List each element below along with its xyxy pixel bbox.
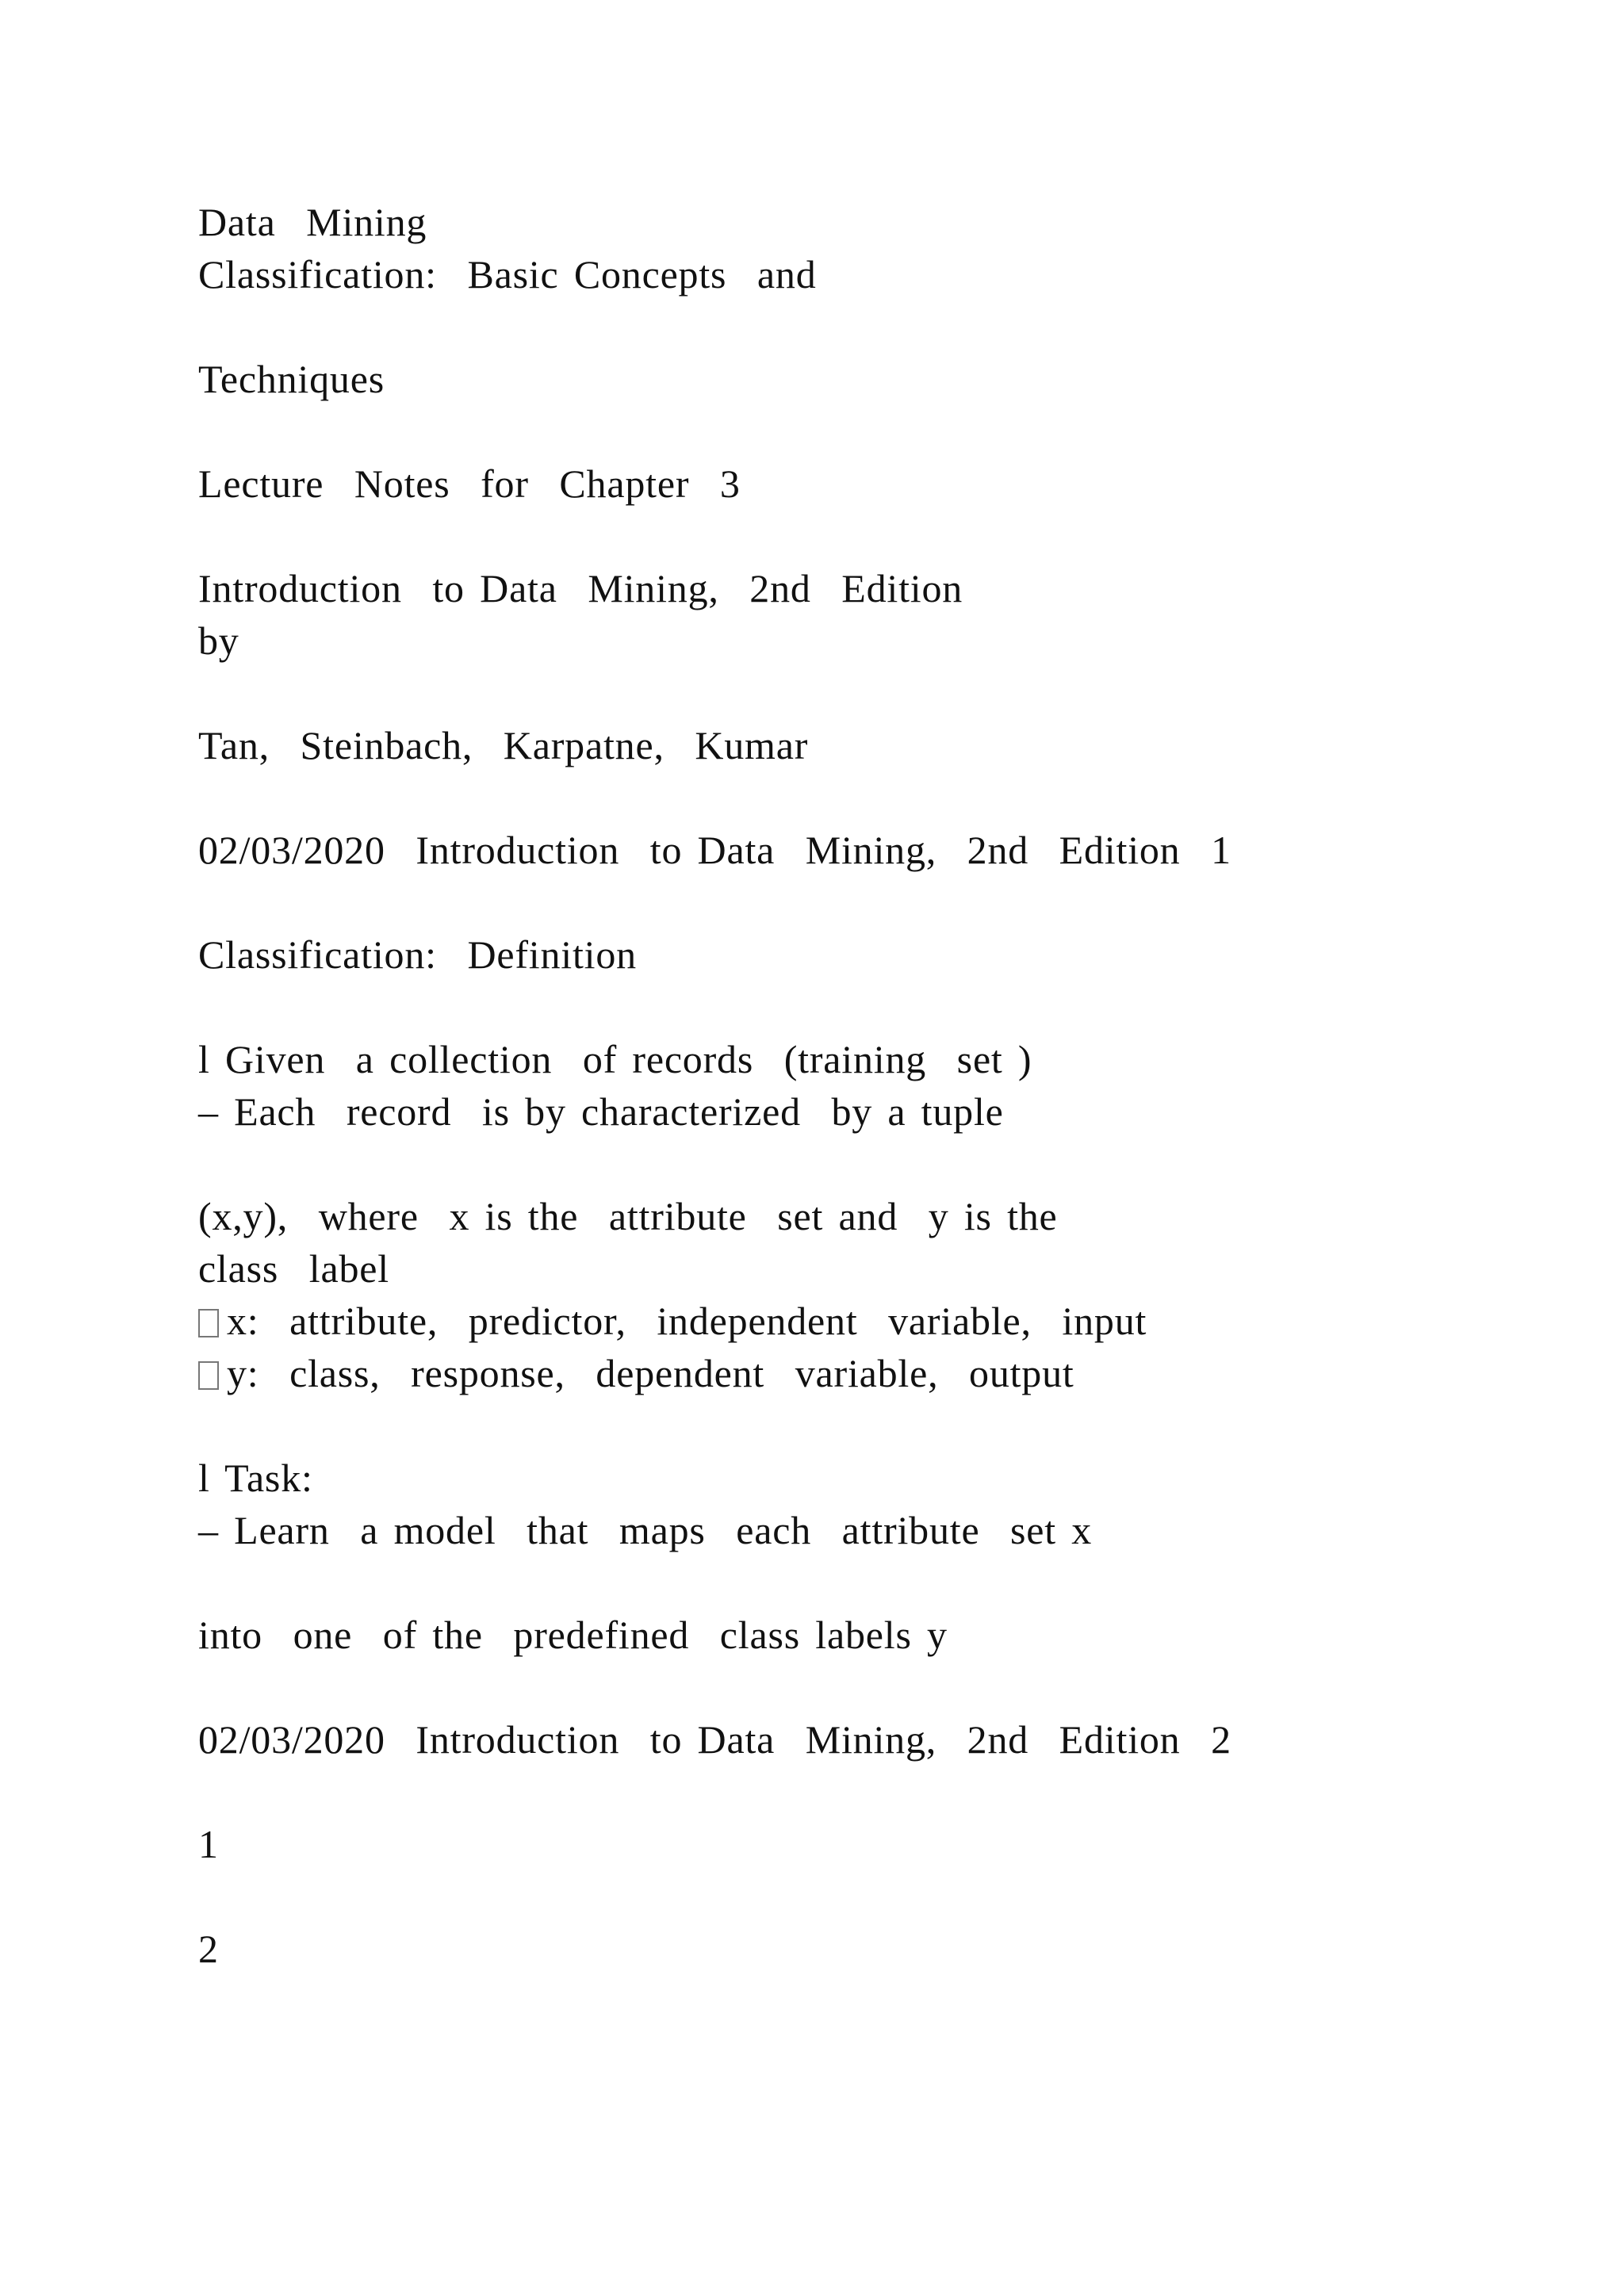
lecture-notes-line: Lecture Notes for Chapter 3	[198, 461, 741, 506]
by-line: by	[198, 618, 239, 663]
bullet-task: l Task:	[198, 1456, 313, 1500]
doc-title: Data Mining	[198, 200, 427, 244]
class-label-line: class label	[198, 1246, 389, 1291]
x-definition-text: x: attribute, predictor, independent variable, input	[227, 1299, 1147, 1343]
bullet-given-collection: l Given a collection of records (training set )	[198, 1037, 1032, 1081]
learn-model-continued: into one of the predefined class labels y	[198, 1613, 948, 1657]
missing-glyph-icon	[198, 1309, 219, 1337]
slide-footer-2: 02/03/2020 Introduction to Data Mining, 2nd Edition 2	[198, 1717, 1231, 1762]
doc-subtitle: Classification: Basic Concepts and	[198, 252, 817, 297]
missing-glyph-icon	[198, 1361, 219, 1390]
page-number-1: 1	[198, 1822, 219, 1866]
y-definition-text: y: class, response, dependent variable, output	[227, 1351, 1074, 1395]
book-title-line: Introduction to Data Mining, 2nd Edition	[198, 566, 963, 610]
section-heading: Classification: Definition	[198, 932, 637, 977]
doc-subtitle-continued: Techniques	[198, 357, 385, 401]
tuple-description-line: (x,y), where x is the attribute set and y is the	[198, 1194, 1058, 1238]
page-number-2: 2	[198, 1927, 219, 1971]
sub-bullet-learn-model: – Learn a model that maps each attribute set x	[198, 1508, 1093, 1552]
slide-footer-1: 02/03/2020 Introduction to Data Mining, 2nd Edition 1	[198, 828, 1231, 872]
x-definition-line	[198, 1295, 1147, 1347]
authors-line: Tan, Steinbach, Karpatne, Kumar	[198, 723, 809, 767]
sub-bullet-each-record: – Each record is by characterized by a tuple	[198, 1089, 1004, 1134]
y-definition-line	[198, 1347, 1074, 1399]
